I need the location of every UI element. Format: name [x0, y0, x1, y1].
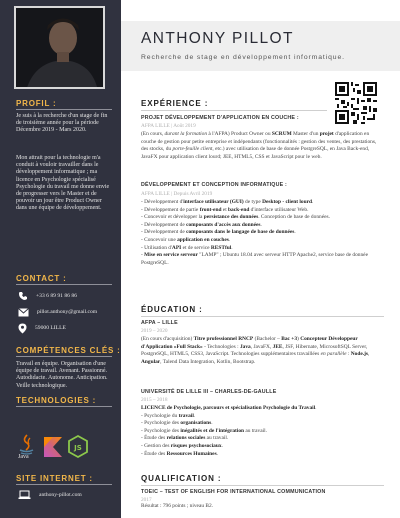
- website-heading: SITE INTERNET :: [16, 474, 93, 483]
- education2-title: UNIVERSITÉ DE LILLE III – CHARLES-DE-GAULLE: [141, 389, 277, 395]
- qualification-year: 2017: [141, 497, 152, 503]
- experience-divider: [141, 110, 327, 111]
- profile-heading: PROFIL :: [16, 99, 57, 108]
- contact-heading: CONTACT :: [16, 274, 67, 283]
- technologies-divider: [16, 406, 112, 407]
- sidebar: [0, 0, 121, 518]
- education-heading: ÉDUCATION :: [141, 305, 203, 314]
- technologies-heading: TECHNOLOGIES :: [16, 396, 97, 405]
- contact-email: [18, 306, 97, 318]
- education2-description: LICENCE de Psychologie, parcours et spécialisation Psychologie du Travail. - Psychologie du travail. - Psychologie des organisations. - Psychologie des inégalités et de l'intégration au travail. - Étude des relations sociales au travail. - Gestion des risques psychosociaux. - Étude des Ressources Humaines.: [141, 405, 317, 457]
- qualification-title: TOEIC – TEST OF ENGLISH FOR INTERNATIONAL COMMUNICATION: [141, 489, 326, 495]
- contact-divider: [16, 284, 112, 285]
- phone-text: +33 6 89 91 86 86: [36, 293, 77, 299]
- profile-photo: [14, 6, 105, 89]
- skills-heading: COMPÉTENCES CLÉS :: [16, 346, 121, 355]
- qualification-result: Résultat : 796 points ; niveau B2.: [141, 503, 214, 509]
- qr-code: [335, 82, 377, 124]
- phone-icon: [18, 291, 28, 301]
- website-link[interactable]: anthony-pillot.com: [39, 492, 82, 498]
- education-divider: [141, 316, 384, 317]
- job1-description: (En cours, durant la formation à l'AFPA) Product Owner ou SCRUM Master d'un projet d'application en couche de gestion pour petite entreprise et indépendants (fonctionnalités : gestion des ventes, des prestations, des stocks, du porte-feuille client, etc.) avec utilisation de base de donnée PostgreSQL, en Java Back-end, JavaFX pour application client lourd; JEE, HTML5, CSS et JavaScript pour le web.: [141, 131, 377, 160]
- education2-subtitle: 2015 – 2018: [141, 397, 168, 403]
- contact-location: [18, 322, 66, 334]
- education1-subtitle: 2019 – 2020: [141, 328, 168, 334]
- candidate-subtitle: Recherche de stage en développement informatique.: [141, 54, 345, 61]
- person-silhouette-icon: [16, 8, 105, 89]
- job1-subtitle: AFPA LILLE | Août 2019: [141, 123, 196, 129]
- job2-description: - Développement d'interface utilisateur (GUI) de type Desktop - client lourd. - Développement de partie front-end et back-end d'interface utilisateur Web. - Concevoir et développer la persistance des données. Conception de base de données. - Développement de composants d'accès aux données. - Développement de composants dans le langage de base de données. - Concevoir une application en couches. - Utilisation d'API et de service RESTful. - Mise en service serveur "LAMP" ; Ubuntu 18.04 avec serveur HTTP Apache2, service base de donnée PostgreSQL.: [141, 199, 368, 266]
- svg-text:JS: JS: [74, 444, 82, 452]
- location-pin-icon: [18, 323, 27, 334]
- contact-phone: [18, 290, 77, 302]
- education1-description: (En cours d'acquisition) Titre professionnel RNCP (Bachelor – Bac +3) Concepteur Développeur d'Application «Full Stack» - Technologies : Java, JavaFX, JEE, JSF, Hibernate, MicrosoftSQL Server, PostgreSQL, HTML5, CSS3, JavaScript. Technologies supplémentaires travaillées en parallèle : Node.js, Angular, Talend Data Integration, Kotlin, Bootstrap.: [141, 336, 370, 365]
- job1-title: PROJET DÉVELOPPEMENT D'APPLICATION EN COUCHE :: [141, 115, 299, 121]
- java-label: Java: [18, 454, 29, 460]
- qualification-heading: QUALIFICATION :: [141, 474, 222, 483]
- job2-subtitle: AFPA LILLE | Depuis Avril 2019: [141, 191, 213, 197]
- kotlin-logo-icon: [42, 433, 64, 461]
- laptop-icon: [18, 490, 31, 500]
- email-text[interactable]: pillot.anthony@gmail.com: [37, 309, 98, 315]
- email-icon: [18, 308, 29, 317]
- skills-text: Travail en équipe. Organisation d'une équipe de travail. Avenant. Passionné. Autodidacte. Autonome. Anticipation. Veille technologique.: [16, 361, 108, 389]
- profile-divider: [16, 109, 112, 110]
- experience-heading: EXPÉRIENCE :: [141, 99, 209, 108]
- profile-paragraph-1: Je suis à la recherche d'un stage de fin de troisième année pour la période Décembre 2019 - Mars 2020.: [16, 113, 108, 134]
- qualification-divider: [141, 485, 384, 486]
- profile-paragraph-2: Mon attrait pour la technologie m'a conduit à vouloir travailler dans le développement informatique ; ma licence en Psychologie spécialisé Psychologie du travail me donne envie de progresser vers le Master et de pouvoir un jour être Product Owner dans une équipe de développement.: [16, 155, 110, 212]
- candidate-name: ANTHONY PILLOT: [141, 30, 294, 47]
- skills-divider: [16, 356, 112, 357]
- job2-title: DÉVELOPPEMENT ET CONCEPTION INFORMATIQUE :: [141, 182, 288, 188]
- website-row: [18, 489, 82, 501]
- education1-title: AFPA – LILLE: [141, 320, 178, 326]
- location-text: 59000 LILLE: [35, 325, 66, 331]
- website-divider: [16, 484, 112, 485]
- nodejs-logo-icon: [67, 433, 89, 461]
